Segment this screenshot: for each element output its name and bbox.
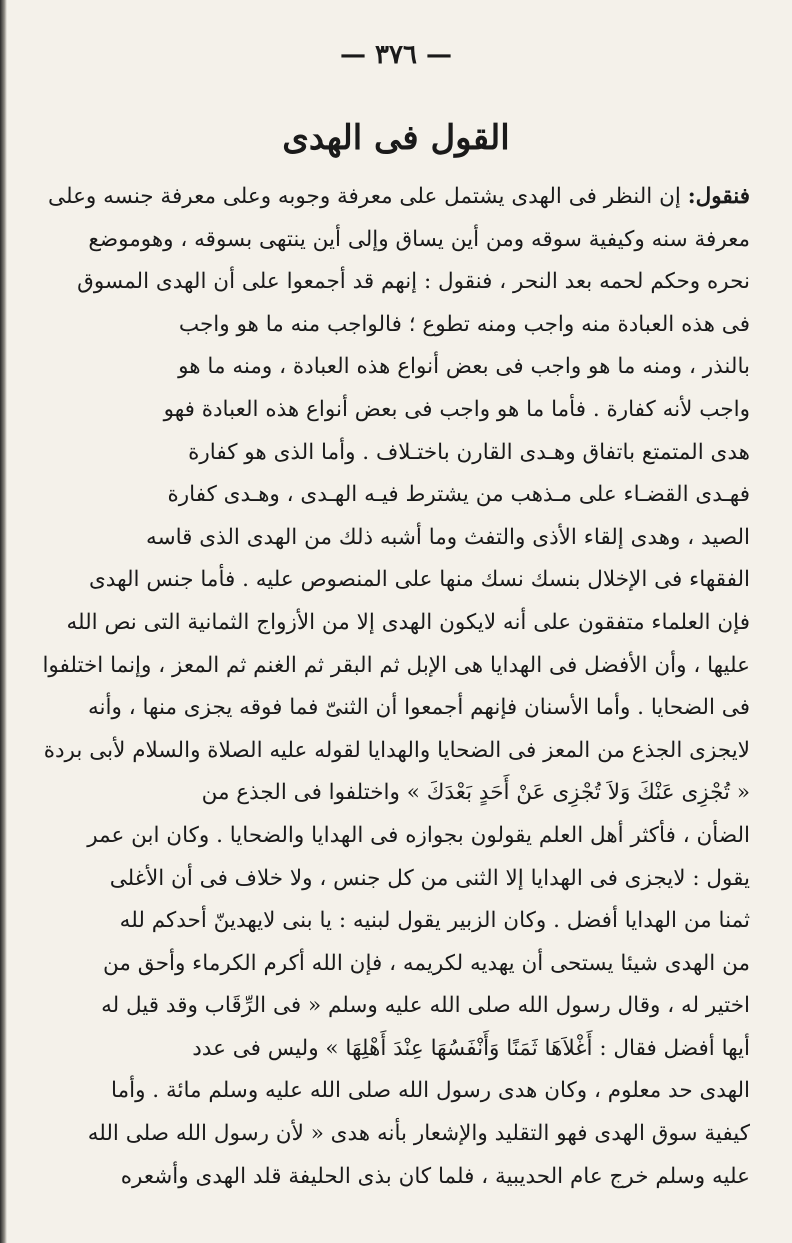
line-text: هدى المتمتع باتفاق وهـدى القارن باختـلاف . وأما الذى هو كفارة [188,439,750,465]
text-line [32,389,750,432]
line-text: من الهدى شيئا يستحى أن يهديه لكريمه ، فإن الله أكرم الكرماء وأحق من [103,950,750,976]
line-text: ثمنا من الهدايا أفضل . وكان الزبير يقول لبنيه : يا بنى لايهدينّ أحدكم لله [119,908,750,934]
line-text: اختير له ، وقال رسول الله صلى الله عليه وسلم « فى الرِّقَاب وقد قيل له [101,993,750,1019]
line-text: كيفية سوق الهدى فهو التقليد والإشعار بأنه هدى « لأن رسول الله صلى الله [87,1121,750,1147]
line-text: الصيد ، وهدى إلقاء الأذى والتفث وما أشبه ذلك من الهدى الذى قاسه [146,524,750,550]
line-text: فى هذه العبادة منه واجب ومنه تطوع ؛ فالواجب منه ما هو واجب [178,311,750,337]
line-text: بالنذر ، ومنه ما هو واجب فى بعض أنواع هذه العبادة ، ومنه ما هو [178,354,750,380]
text-line [32,517,750,560]
line-text: فهـدى القضـاء على مـذهب من يشترط فيـه الهـدى ، وهـدى كفارة [167,482,750,508]
line-text: « تُجْزِى عَنْكَ وَلاَ تُجْزِى عَنْ أَحَدٍ بَعْدَكَ » واختلفوا فى الجذع من [201,780,750,806]
line-text: أيها أفضل فقال : أَغْلاَهَا ثَمَنًا وَأَنْفَسُهَا عِنْدَ أَهْلِهَا » وليس فى عدد [192,1035,750,1061]
text-line [32,219,750,262]
text-line [32,815,750,858]
text-line [32,1070,750,1113]
line-text: يقول : لايجزى فى الهدايا إلا الثنى من كل جنس ، ولا خلاف فى أن الأغلى [109,865,750,891]
line-text: معرفة سنه وكيفية سوقه ومن أين يساق وإلى أين ينتهى بسوقه ، وهوموضع [88,226,750,252]
text-line [32,304,750,347]
text-line [32,432,750,475]
body-text [32,176,750,1198]
text-line [32,602,750,645]
line-text: واجب لأنه كفارة . فأما ما هو واجب فى بعض أنواع هذه العبادة فهو [163,396,750,422]
paragraph-lead-word: فنقول: [687,184,750,209]
line-text: نحره وحكم لحمه بعد النحر ، فنقول : إنهم قد أجمعوا على أن الهدى المسوق [77,269,750,295]
text-line [32,730,750,773]
line-text: إن النظر فى الهدى يشتمل على معرفة وجوبه وعلى معرفة جنسه وعلى [48,184,688,209]
line-text: عليها ، وأن الأفضل فى الهدايا هى الإبل ثم البقر ثم الغنم ثم المعز ، وإنما اختلفوا [42,652,750,678]
text-line [32,176,750,219]
line-text: الفقهاء فى الإخلال بنسك نسك منها على المنصوص عليه . فأما جنس الهدى [88,567,750,593]
text-line [32,346,750,389]
text-line [32,1113,750,1156]
line-text: عليه وسلم خرج عام الحديبية ، فلما كان بذى الحليفة قلد الهدى وأشعره [120,1163,750,1189]
text-line [32,1028,750,1071]
text-line [32,985,750,1028]
text-line [32,858,750,901]
chapter-title: القول فى الهدى [282,118,510,158]
text-line [32,687,750,730]
text-line [32,474,750,517]
text-line [32,645,750,688]
line-text: الضأن ، فأكثر أهل العلم يقولون بجوازه فى الهدايا والضحايا . وكان ابن عمر [87,822,750,848]
line-text: الهدى حد معلوم ، وكان هدى رسول الله صلى الله عليه وسلم مائة . وأما [111,1078,750,1104]
text-line [32,1156,750,1199]
line-text: لايجزى الجذع من المعز فى الضحايا والهدايا لقوله عليه الصلاة والسلام لأبى بردة [43,737,750,763]
text-line [32,943,750,986]
text-line [32,900,750,943]
text-line [32,772,750,815]
text-line [32,559,750,602]
line-text: فإن العلماء متفقون على أنه لايكون الهدى إلا من الأزواج الثمانية التى نص الله [66,609,750,635]
page-number: — ٣٧٦ — [339,40,453,70]
line-text: فى الضحايا . وأما الأسنان فإنهم أجمعوا أن الثنىّ فما فوقه يجزى منها ، وأنه [88,695,750,721]
text-line [32,261,750,304]
page-edge-shadow [0,0,7,1243]
